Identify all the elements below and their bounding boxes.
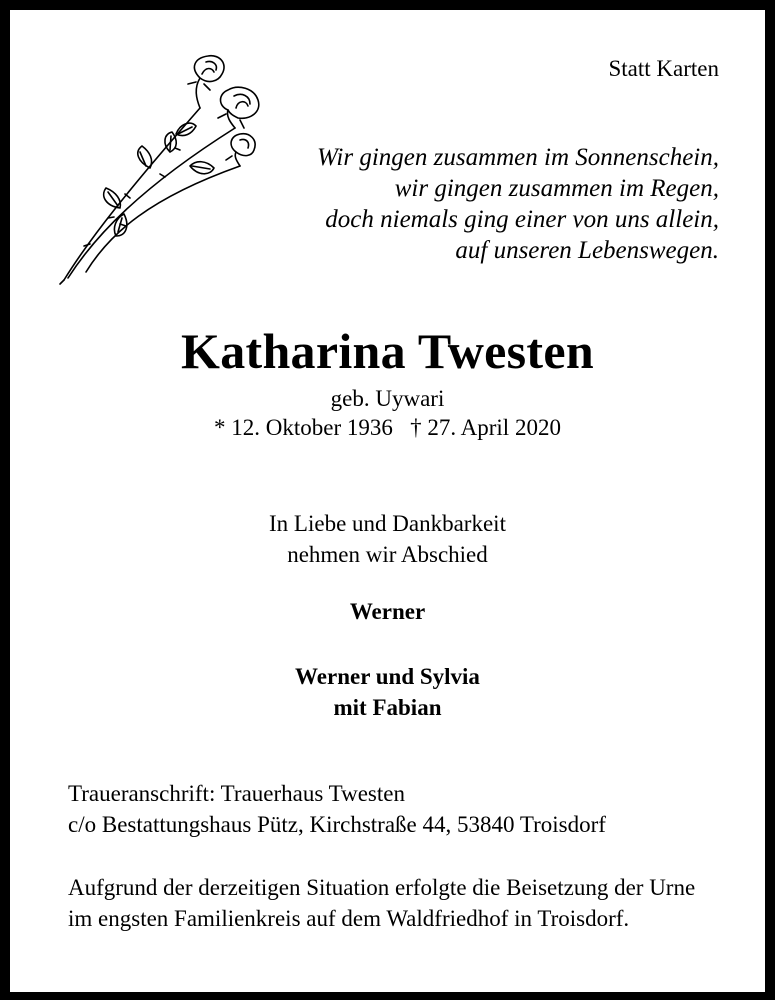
mourner-group [10, 661, 765, 723]
farewell-text [10, 508, 765, 570]
poem-line: auf unseren Lebenswegen. [455, 237, 719, 264]
deceased-name: Katharina Twesten [181, 323, 594, 379]
burial-note: Aufgrund der derzeitigen Situation erfolgte die Beisetzung der Urne im engsten Familienkreis auf dem Waldfriedhof in Troisdorf. [68, 875, 696, 931]
poem-line: wir gingen zusammen im Regen, [394, 175, 719, 202]
birth-name: geb. Uywari [330, 386, 445, 411]
life-dates: * 12. Oktober 1936 † 27. April 2020 [214, 415, 561, 440]
farewell-line: In Liebe und Dankbarkeit [269, 511, 506, 536]
roses-illustration-icon [50, 48, 270, 288]
mourner-line: mit Fabian [333, 695, 442, 720]
mourner-name: Werner [349, 599, 426, 624]
poem-line: doch niemals ging einer von uns allein, [325, 206, 719, 233]
statt-karten-label: Statt Karten [608, 56, 719, 81]
poem [317, 142, 719, 266]
farewell-line: nehmen wir Abschied [287, 542, 488, 567]
mourner-line: Werner und Sylvia [295, 664, 480, 689]
mourning-address [68, 778, 606, 840]
poem-line: Wir gingen zusammen im Sonnenschein, [316, 144, 719, 171]
address-line: c/o Bestattungshaus Pütz, Kirchstraße 44, 53840 Troisdorf [68, 812, 606, 837]
address-line: Traueranschrift: Trauerhaus Twesten [68, 781, 405, 806]
